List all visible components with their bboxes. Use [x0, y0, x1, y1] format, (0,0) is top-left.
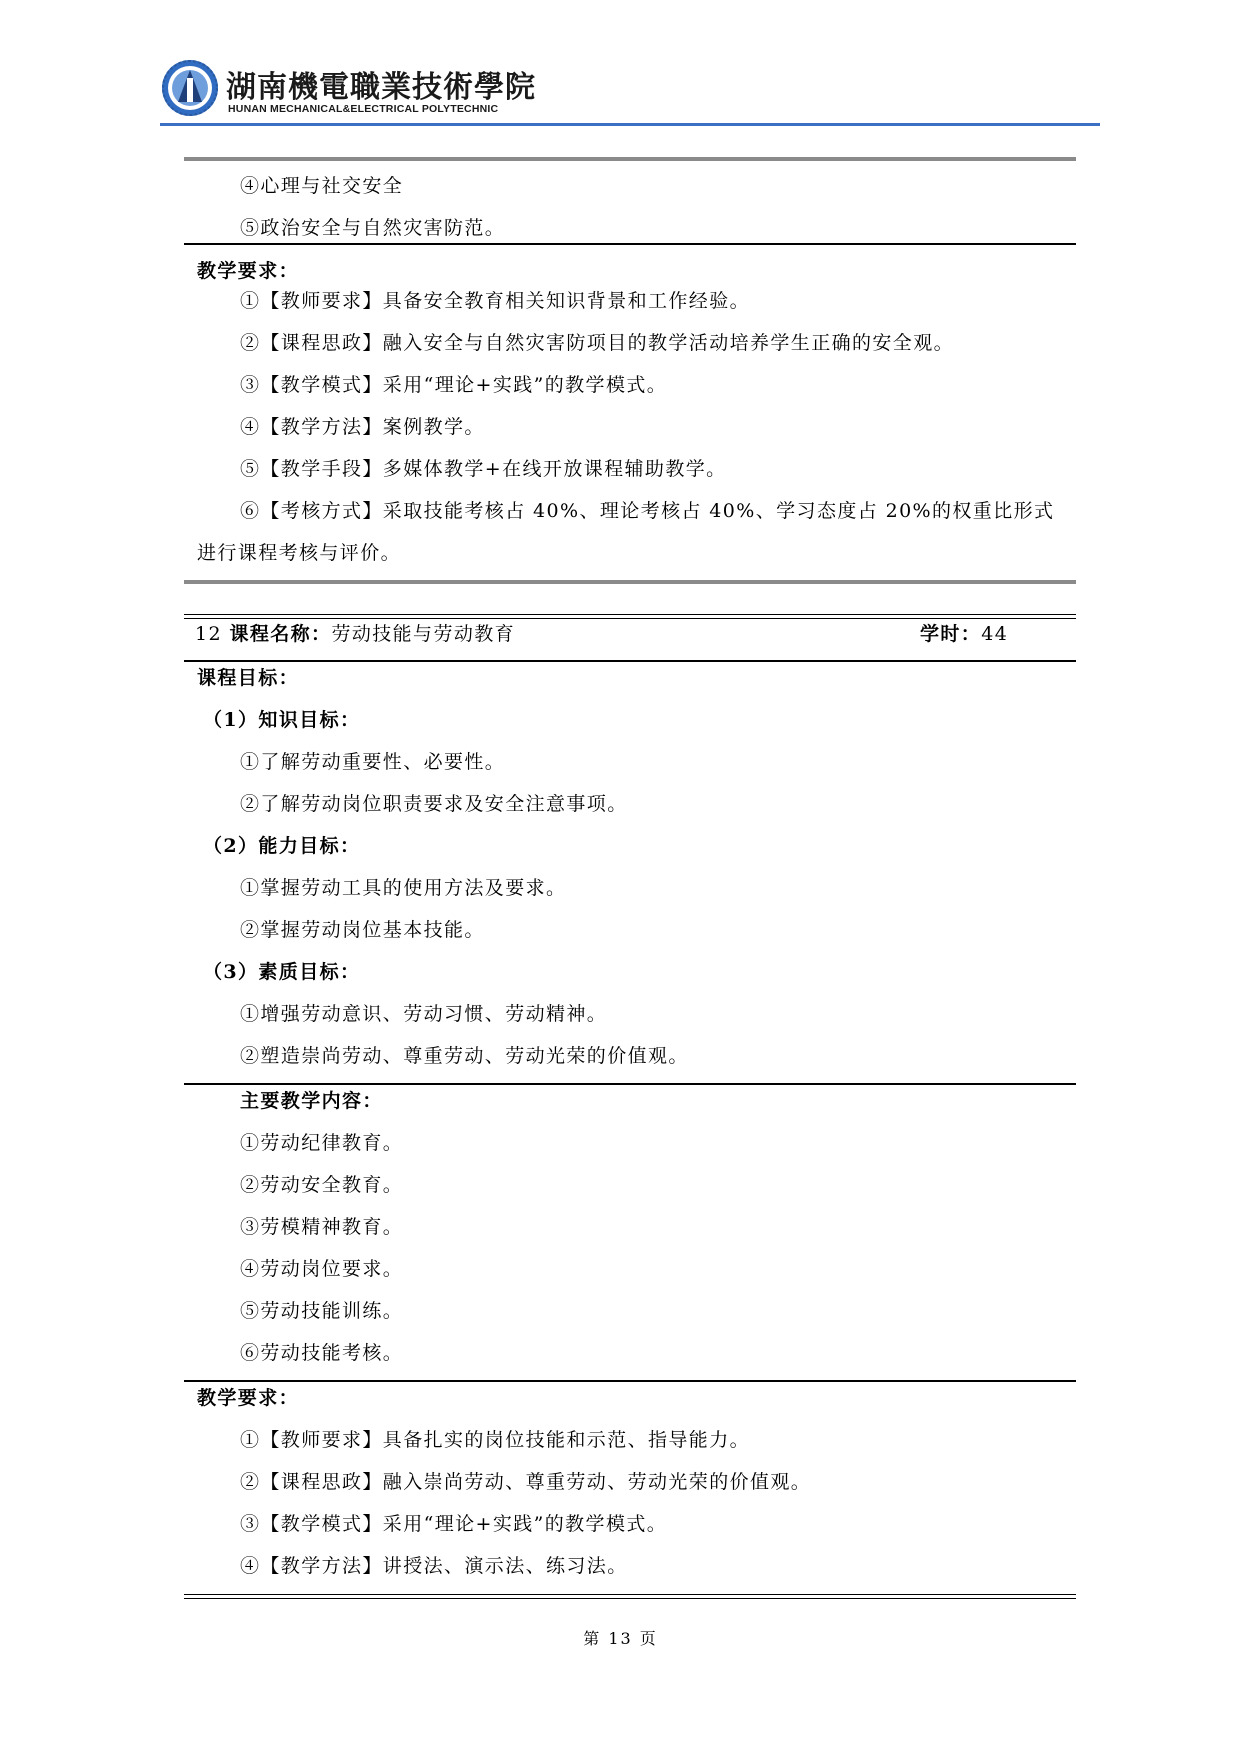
course-name: 劳动技能与劳动教育	[331, 623, 516, 645]
row-divider	[184, 243, 1076, 245]
table-top-rule	[184, 614, 1076, 619]
requirement-item: ②【课程思政】融入崇尚劳动、尊重劳动、劳动光荣的价值观。	[240, 1471, 812, 1493]
row-divider	[184, 1380, 1076, 1382]
page-header	[160, 48, 1100, 126]
course-number: 12	[195, 623, 222, 645]
quality-item: ①增强劳动意识、劳动习惯、劳动精神。	[240, 1003, 608, 1025]
content-item: ⑥劳动技能考核。	[240, 1342, 404, 1364]
requirements-heading: 教学要求：	[197, 1387, 300, 1409]
ability-item: ①掌握劳动工具的使用方法及要求。	[240, 877, 567, 899]
requirement-item: ④【教学方法】讲授法、演示法、练习法。	[240, 1555, 628, 1577]
quality-heading: （3）素质目标：	[203, 961, 361, 983]
prev-requirement-item: ④【教学方法】案例教学。	[240, 416, 485, 438]
course-hours-row	[920, 622, 1008, 646]
prev-requirement-item: ①【教师要求】具备安全教育相关知识背景和工作经验。	[240, 290, 751, 312]
content-item: ①劳动纪律教育。	[240, 1132, 404, 1154]
table-bottom-rule	[184, 1594, 1076, 1599]
requirement-item: ①【教师要求】具备扎实的岗位技能和示范、指导能力。	[240, 1429, 751, 1451]
table-bottom-rule	[184, 580, 1076, 584]
school-seal-icon	[160, 58, 220, 118]
prev-requirement-item: ③【教学模式】采用“理论+实践”的教学模式。	[240, 374, 668, 396]
prev-requirements-heading: 教学要求：	[197, 260, 300, 282]
course-hours-label: 学时：	[920, 623, 982, 645]
header-divider	[160, 123, 1100, 126]
content-heading: 主要教学内容：	[240, 1090, 383, 1112]
objectives-heading: 课程目标：	[197, 667, 300, 689]
knowledge-heading: （1）知识目标：	[203, 709, 361, 731]
content-item: ②劳动安全教育。	[240, 1174, 404, 1196]
ability-item: ②掌握劳动岗位基本技能。	[240, 919, 485, 941]
course-hours: 44	[981, 623, 1009, 645]
course-title-row	[195, 622, 515, 646]
content-item: ⑤劳动技能训练。	[240, 1300, 404, 1322]
ability-heading: （2）能力目标：	[203, 835, 361, 857]
prev-requirement-item: ②【课程思政】融入安全与自然灾害防项目的教学活动培养学生正确的安全观。	[240, 332, 955, 354]
prev-requirement-item: 进行课程考核与评价。	[197, 542, 402, 564]
table-top-rule	[184, 157, 1076, 161]
prev-requirement-item: ⑥【考核方式】采取技能考核占 40%、理论考核占 40%、学习态度占 20%的权重比形式	[240, 500, 1055, 522]
school-name-cn: 湖南機電職業技術學院	[226, 70, 536, 105]
school-name-en: HUNAN MECHANICAL&ELECTRICAL POLYTECHNIC	[228, 103, 499, 115]
knowledge-item: ②了解劳动岗位职责要求及安全注意事项。	[240, 793, 628, 815]
prev-content-item: ④心理与社交安全	[240, 175, 404, 197]
content-item: ④劳动岗位要求。	[240, 1258, 404, 1280]
page-number: 第 13 页	[583, 1629, 658, 1648]
row-divider	[184, 660, 1076, 662]
course-name-label: 课程名称：	[229, 623, 332, 645]
content-item: ③劳模精神教育。	[240, 1216, 404, 1238]
quality-item: ②塑造崇尚劳动、尊重劳动、劳动光荣的价值观。	[240, 1045, 689, 1067]
requirement-item: ③【教学模式】采用“理论+实践”的教学模式。	[240, 1513, 668, 1535]
row-divider	[184, 1083, 1076, 1085]
prev-requirement-item: ⑤【教学手段】多媒体教学+在线开放课程辅助教学。	[240, 458, 727, 480]
prev-content-item: ⑤政治安全与自然灾害防范。	[240, 217, 506, 239]
knowledge-item: ①了解劳动重要性、必要性。	[240, 751, 506, 773]
